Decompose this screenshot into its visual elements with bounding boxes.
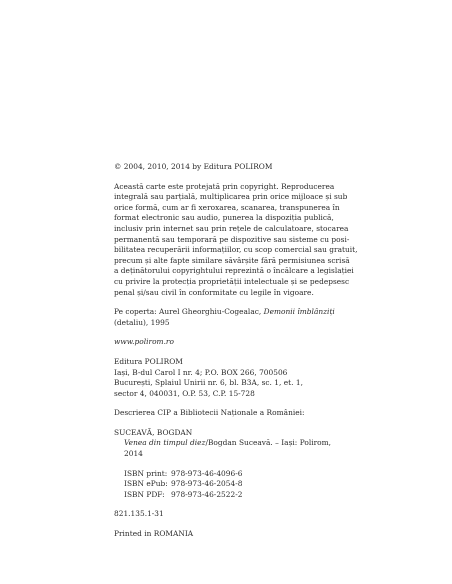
cover-credit [114,307,354,328]
isbn-pdf [124,490,354,501]
cip-block [114,408,354,500]
protection-line: orice formă, cum ar fi xeroxarea, scanarea, transpunerea în [114,202,340,212]
protection-line: Această carte este protejată prin copyright. Reproducerea [114,181,335,191]
cover-credit-prefix: Pe coperta: Aurel Gheorghiu-Cogealac, [114,307,264,317]
isbn-value: 978-973-46-2054-8 [171,479,243,489]
protection-line: a deținătorului copyrightului reprezintă o încălcare a legislației [114,266,354,276]
protection-line: precum și alte fapte similare săvârșite fără permisiunea scrisă [114,255,350,265]
protection-line: integrală sau parțială, multiplicarea prin orice mijloace și sub [114,192,348,202]
cip-year: 2014 [124,449,143,459]
isbn-label: ISBN PDF: [124,489,165,499]
publisher-name: Editura POLIROM [114,356,183,366]
cip-heading: Descrierea CIP a Bibliotecii Naționale a României: [114,408,305,418]
isbn-epub [124,479,354,490]
cip-author: SUCEAVĂ, BOGDAN [114,427,193,437]
protection-line: penal și/sau civil în conformitate cu legile în vigoare. [114,287,314,297]
classification-code: 821.135.1-31 [114,509,164,519]
isbn-list [114,469,354,501]
cip-book-title: Venea din timpul diez [124,438,206,448]
isbn-value: 978-973-46-4096-6 [171,468,243,478]
isbn-print [124,469,354,480]
protection-line: inclusiv prin internet sau prin rețele de calculatoare, stocarea [114,223,349,233]
isbn-label: ISBN ePub: [124,479,168,489]
publisher-website: www.polirom.ro [114,337,174,347]
cover-credit-suffix: (detaliu), 1995 [114,317,170,327]
cover-artwork-title: Demonii îmblânziți [263,307,335,317]
isbn-label: ISBN print: [124,468,168,478]
protection-line: cu privire la protecția proprietății intelectuale și se pedepsesc [114,276,350,286]
cip-book-title-rest: /Bogdan Suceavă. – Iași: Polirom, [205,438,332,448]
copyright-page-text-block [114,162,358,540]
copyright-line: © 2004, 2010, 2014 by Editura POLIROM [114,162,273,171]
protection-line: permanentă sau temporară pe dispozitive sau sisteme cu posi- [114,234,350,244]
publisher-address-line: București, Splaiul Unirii nr. 6, bl. B3A, sc. 1, et. 1, [114,378,303,388]
printed-in: Printed in ROMANIA [114,529,194,539]
protection-line: bilitatea recuperării informațiilor, cu scop comercial sau gratuit, [114,245,358,255]
publisher-address-line: Iași, B-dul Carol I nr. 4; P.O. BOX 266, 700506 [114,367,288,377]
isbn-value: 978-973-46-2522-2 [171,489,243,499]
publisher-block [114,357,354,399]
publisher-address-line: sector 4, 040031, O.P. 53, C.P. 15-728 [114,388,255,398]
protection-line: format electronic sau audio, punerea la dispoziția publică, [114,213,334,223]
protection-paragraph [114,181,358,299]
